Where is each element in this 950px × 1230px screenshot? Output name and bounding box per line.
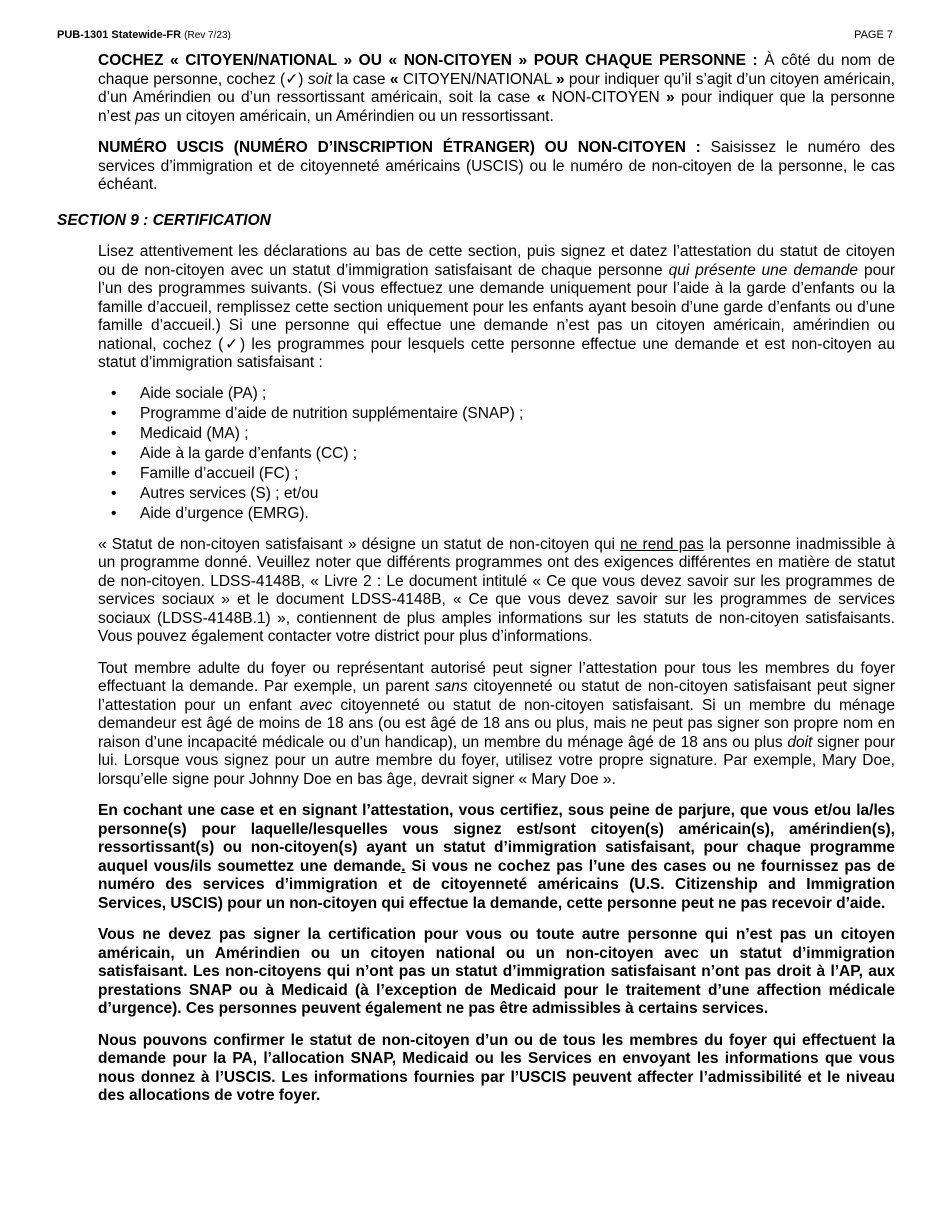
- page-number: PAGE 7: [854, 29, 893, 41]
- section-title: SECTION 9 : CERTIFICATION: [57, 211, 271, 229]
- list-item: • Medicaid (MA) ;: [98, 424, 895, 444]
- who-can-sign: Tout membre adulte du foyer ou représentant autorisé peut signer l’attestation pour tous les membres du foyer effectuant la demande. Par exemple, un parent sans citoyenneté ou statut de non-citoyen satisfaisant peut signer l’attestation pour un enfant avec citoyenneté ou statut de non-citoyen satisfaisant. Si un membre du ménage demandeur est âgé de moins de 18 ans (ou est âgé de 18 ans ou plus, mais ne peut pas signer son propre nom en raison d’une incapacité médicale ou d’un handicap), un membre du ménage âgé de 18 ans ou plus doit signer pour lui. Lorsque vous signez pour un autre membre du foyer, utilisez votre propre signature. Par exemple, Mary Doe, lorsqu’elle signe pour Johnny Doe en bas âge, devrait signer « Mary Doe ».: [98, 659, 895, 788]
- uscis-verification-notice: Nous pouvons confirmer le statut de non-citoyen d’un ou de tous les membres du foyer qui effectuent la demande pour la PA, l’allocation SNAP, Medicaid ou les Services en envoyant les informations que vous nous donnez à l’USCIS. Les informations fournies par l’USCIS peuvent affecter l’admissibilité et le niveau des allocations de votre foyer.: [98, 1031, 895, 1104]
- perjury-statement: En cochant une case et en signant l’attestation, vous certifiez, sous peine de parjure, que vous et/ou la/les personne(s) pour laquelle/lesquelles vous signez est/sont citoyen(s) américain(s), amérindien(s), ressortissant(s) ou non-citoyen(s) ayant un statut d’immigration satisfaisant, pour chaque programme auquel vous/ils soumettez une demande. Si vous ne cochez pas l’une des cases ou ne fournissez pas de numéro des services d’immigration et de citoyenneté américains (U.S. Citizenship and Immigration Services, USCIS) pour un non-citoyen qui effectue la demande, cette personne peut ne pas recevoir d’aide.: [98, 802, 895, 912]
- form-revision: (Rev 7/23): [184, 30, 231, 41]
- satisfactory-status-definition: « Statut de non-citoyen satisfaisant » désigne un statut de non-citoyen qui ne rend pas la personne inadmissible à un programme donné. Veuillez noter que différents programmes ont des exigences différentes en matière de statut de non-citoyen. LDSS-4148B, « Livre 2 : Le document intitulé « Ce que vous devez savoir sur les programmes de services sociaux » et le document LDSS-4148B, « Ce que vous devez savoir sur les programmes de services sociaux (LDSS-4148B.1) », contiennent de plus amples informations sur les statuts de non-citoyen satisfaisants. Vous pouvez également contacter votre district pour plus d’informations.: [98, 535, 895, 645]
- list-item: • Aide d’urgence (EMRG).: [98, 504, 895, 524]
- list-item: • Aide à la garde d’enfants (CC) ;: [98, 444, 895, 464]
- form-code: PUB-1301 Statewide-FR: [57, 29, 182, 41]
- instruction-lead: COCHEZ « CITOYEN/NATIONAL » OU « NON-CITOYEN » POUR CHAQUE PERSONNE :: [98, 52, 758, 69]
- program-list: [98, 384, 895, 524]
- list-item: • Autres services (S) ; et/ou: [98, 484, 895, 504]
- document-body: [57, 52, 895, 1119]
- form-id: [57, 29, 231, 41]
- instruction-citizen-status: COCHEZ « CITOYEN/NATIONAL » OU « NON-CITOYEN » POUR CHAQUE PERSONNE : À côté du nom de chaque personne, cochez (✓) soit la case « CITOYEN/NATIONAL » pour indiquer qu’il s’agit d’un citoyen américain, d’un Amérindien ou d’un ressortissant américain, soit la case « NON-CITOYEN » pour indiquer que la personne n’est pas un citoyen américain, un Amérindien ou un ressortissant.: [98, 52, 895, 125]
- instruction-uscis-number: NUMÉRO USCIS (NUMÉRO D’INSCRIPTION ÉTRANGER) OU NON-CITOYEN : Saisissez le numéro des services d’immigration et de citoyenneté américains (USCIS) ou le numéro de non-citoyen de la personne, le cas échéant.: [98, 139, 895, 193]
- instruction-lead: NUMÉRO USCIS (NUMÉRO D’INSCRIPTION ÉTRANGER) OU NON-CITOYEN :: [98, 139, 701, 156]
- list-item: • Famille d’accueil (FC) ;: [98, 464, 895, 484]
- signing-restriction: Vous ne devez pas signer la certification pour vous ou toute autre personne qui n’est pas un citoyen américain, un Amérindien ou un citoyen national ou un non-citoyen avec un statut d’immigration satisfaisant. Les non-citoyens qui n’ont pas un statut d’immigration satisfaisant n’ont pas droit à l’AP, aux prestations SNAP ou à Medicaid (à l’exception de Medicaid pour le traitement d’une affection médicale d’urgence). Ces personnes peuvent également ne pas être admissibles à certains services.: [98, 926, 895, 1017]
- page-header: [57, 29, 893, 41]
- certification-intro: Lisez attentivement les déclarations au bas de cette section, puis signez et datez l’attestation du statut de citoyen ou de non-citoyen avec un statut d’immigration satisfaisant de chaque personne qui présente une demande pour l’un des programmes suivants. (Si vous effectuez une demande uniquement pour l’aide à la garde d’enfants ou la famille d’accueil, remplissez cette section uniquement pour les enfants ayant besoin d’une garde d’enfants ou d’une famille d’accueil.) Si une personne qui effectue une demande n’est pas un citoyen américain, amérindien ou national, cochez (✓) les programmes pour lesquels cette personne effectue une demande et est non-citoyen au statut d’immigration satisfaisant :: [98, 243, 895, 371]
- list-item: • Aide sociale (PA) ;: [98, 384, 895, 404]
- list-item: • Programme d’aide de nutrition supplémentaire (SNAP) ;: [98, 404, 895, 424]
